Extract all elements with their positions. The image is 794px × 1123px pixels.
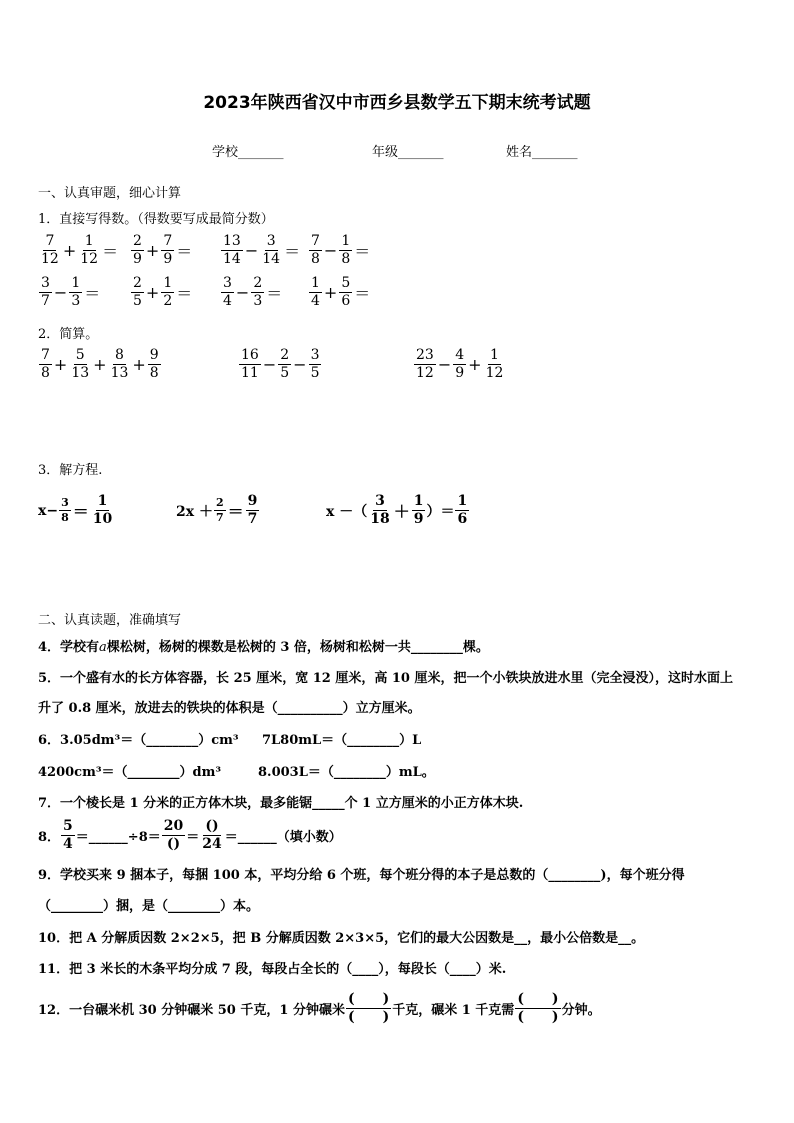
denominator: 3 [253, 293, 263, 309]
q6-b: 7L80mL＝（________）L [262, 733, 422, 748]
q2-label: 2．简算。 [38, 327, 99, 342]
q9-line-1: 9．学校买来 9 捆本子，每捆 100 本，平均分给 6 个班，每个班分得的本子是总数的（________)，每个班分得 [38, 868, 685, 883]
q1-item [308, 276, 371, 309]
section-2-heading: 二、认真读题，准确填写 [38, 613, 182, 628]
numerator: 1 [341, 233, 351, 249]
q12: 12．一台碾米机 30 分钟碾米 50 千克，1 分钟碾米 $\frac{( )}{( )}$ 千克，碾米 1 千克需 $\frac{( )}{( )}$ 分钟。 [38, 991, 601, 1025]
q2-expression-3: $\frac{23}{12}$ − $\frac{4}{9}$ + $\frac{1}{12}$ [416, 347, 504, 381]
operator: − [244, 241, 259, 260]
operator: − [323, 241, 338, 260]
q7: 7．一个棱长是 1 分米的正方体木块，最多能锯_____个 1 立方厘米的小正方体木块. [38, 796, 524, 811]
grade-field: 年级_______ [372, 145, 444, 160]
numerator: 7 [311, 233, 320, 249]
numerator: 2 [253, 275, 263, 291]
operator: − [235, 283, 250, 302]
q1-item [38, 234, 119, 267]
equals: ＝ [354, 284, 371, 303]
denominator: 12 [80, 251, 99, 267]
denominator: 5 [133, 293, 142, 309]
equals: ＝ [102, 242, 119, 261]
q1-item [130, 234, 193, 267]
q10: 10．把 A 分解质因数 2×2×5，把 B 分解质因数 2×3×5，它们的最大公因数是__，最小公倍数是__。 [38, 931, 645, 946]
numerator: 2 [133, 275, 142, 291]
numerator: 7 [45, 233, 55, 249]
denominator: 14 [262, 251, 281, 267]
q1-label: 1．直接写得数。（得数要写成最简分数） [38, 212, 274, 227]
q4: 4．学校有a棵松树，杨树的棵数是松树的 3 倍，杨树和松树一共________棵。 [38, 640, 489, 655]
numerator: 7 [163, 233, 173, 249]
q3-label: 3．解方程. [38, 463, 103, 478]
numerator: 13 [223, 233, 241, 249]
denominator: 3 [71, 293, 81, 309]
q8: 8． $\frac{5}{4}$ ＝______÷8＝ $\frac{20}{()}$ ＝ $\frac{()}{24}$ ＝______（填小数） [38, 818, 342, 852]
q2-expression-1: $\frac{7}{8}$ + $\frac{5}{13}$ + $\frac{8}{13}$ + $\frac{9}{8}$ [41, 347, 159, 381]
operator: + [145, 283, 160, 302]
q9-line-2: （________）捆，是（________）本。 [38, 899, 260, 914]
denominator: 9 [163, 251, 173, 267]
denominator: 8 [311, 251, 320, 267]
numerator: 3 [266, 233, 276, 249]
q1-item [130, 276, 193, 309]
school-field: 学校_______ [212, 145, 284, 160]
numerator: 1 [163, 275, 173, 291]
numerator: 1 [71, 275, 81, 291]
denominator: 12 [41, 251, 59, 267]
denominator: 4 [311, 293, 320, 309]
operator: − [53, 283, 68, 302]
q1-item [308, 234, 371, 267]
q6-a: 6．3.05dm³＝（________）cm³ [38, 733, 239, 748]
q3-equation-2: 2x ＋ $\frac{2}{7}$ ＝ $\frac{9}{7}$ [176, 493, 258, 527]
numerator: 3 [41, 275, 50, 291]
numerator: 5 [341, 275, 351, 291]
equals: ＝ [284, 242, 301, 261]
q5-line-1: 5．一个盛有水的长方体容器，长 25 厘米，宽 12 厘米，高 10 厘米，把一个小铁块放进水里（完全浸没），这时水面上 [38, 671, 733, 686]
equals: ＝ [266, 284, 283, 303]
denominator: 4 [223, 293, 232, 309]
denominator: 9 [133, 251, 142, 267]
denominator: 14 [223, 251, 241, 267]
q5-line-2: 升了 0.8 厘米，放进去的铁块的体积是（__________）立方厘米。 [38, 701, 421, 716]
section-1-heading: 一、认真审题，细心计算 [38, 186, 182, 201]
q1-item [38, 276, 101, 309]
q3-equation-1: x− $\frac{3}{8}$ ＝ $\frac{1}{10}$ [38, 493, 113, 527]
equals: ＝ [84, 284, 101, 303]
name-field: 姓名_______ [506, 145, 578, 160]
page-title: 2023年陕西省汉中市西乡县数学五下期末统考试题 [203, 93, 591, 113]
q11: 11．把 3 米长的木条平均分成 7 段，每段占全长的（____），每段长（____）米. [38, 962, 507, 977]
q1-item [220, 234, 301, 267]
numerator: 1 [84, 233, 94, 249]
denominator: 2 [163, 293, 173, 309]
q6-d: 8.003L＝（________）mL。 [258, 765, 435, 780]
q1-item [220, 276, 283, 309]
denominator: 7 [41, 293, 50, 309]
denominator: 6 [341, 293, 351, 309]
q6-c: 4200cm³＝（________）dm³ [38, 765, 222, 780]
operator: + [62, 241, 77, 260]
numerator: 1 [311, 275, 320, 291]
numerator: 2 [133, 233, 142, 249]
operator: + [323, 283, 338, 302]
equals: ＝ [354, 242, 371, 261]
numerator: 3 [223, 275, 232, 291]
operator: + [145, 241, 160, 260]
q3-equation-3: x －（ $\frac{3}{18}$ ＋ $\frac{1}{9}$ ）＝ $\frac{1}{6}$ [326, 493, 468, 527]
denominator: 8 [341, 251, 351, 267]
equals: ＝ [176, 284, 193, 303]
equals: ＝ [176, 242, 193, 261]
q2-expression-2: $\frac{16}{11}$ − $\frac{2}{5}$ − $\frac{3}{5}$ [241, 347, 320, 381]
